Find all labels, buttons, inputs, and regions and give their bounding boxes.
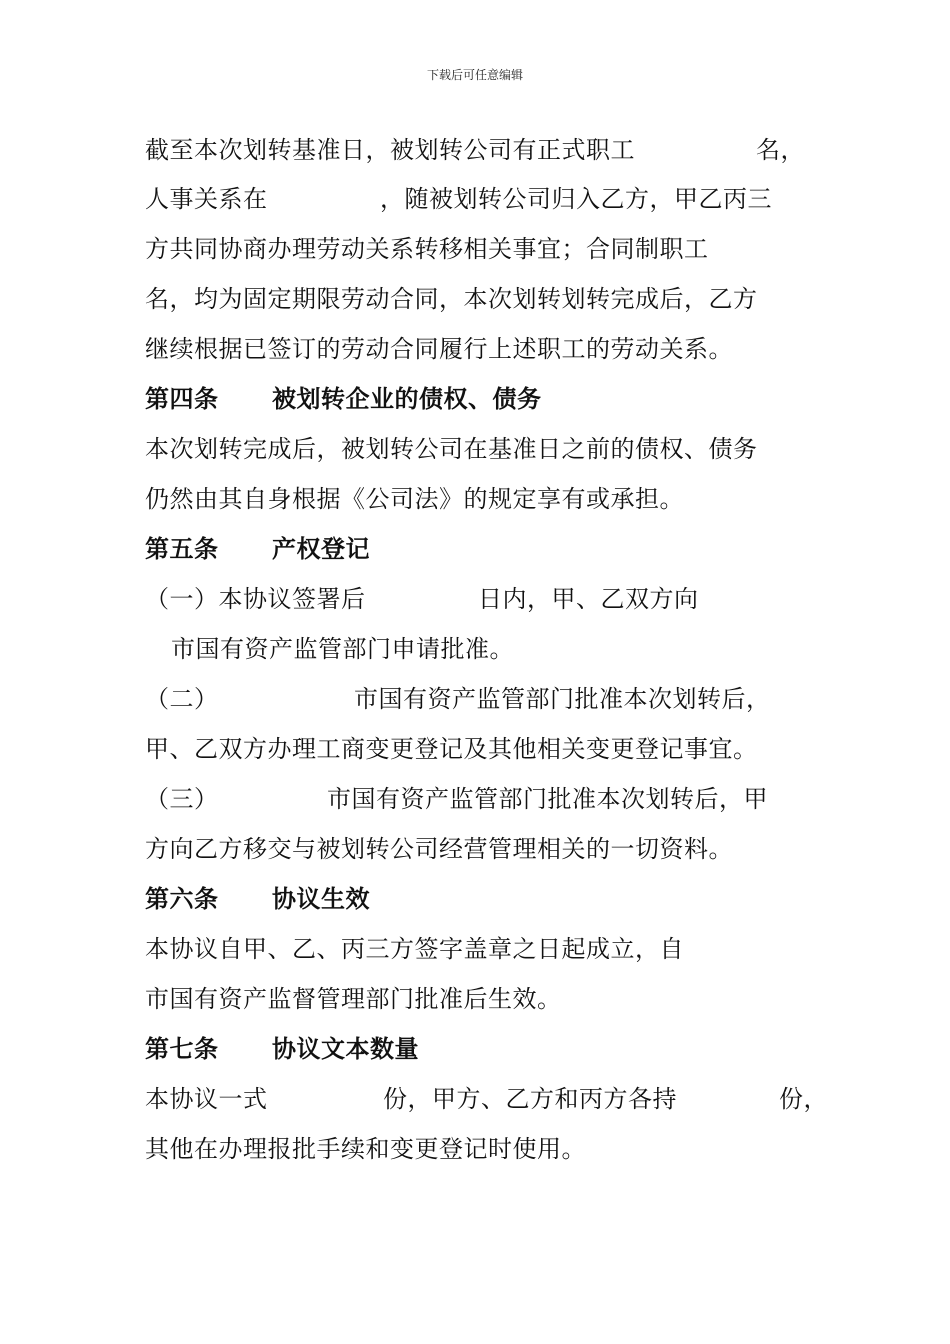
page-header: 下载后可任意编辑 [426,68,523,82]
